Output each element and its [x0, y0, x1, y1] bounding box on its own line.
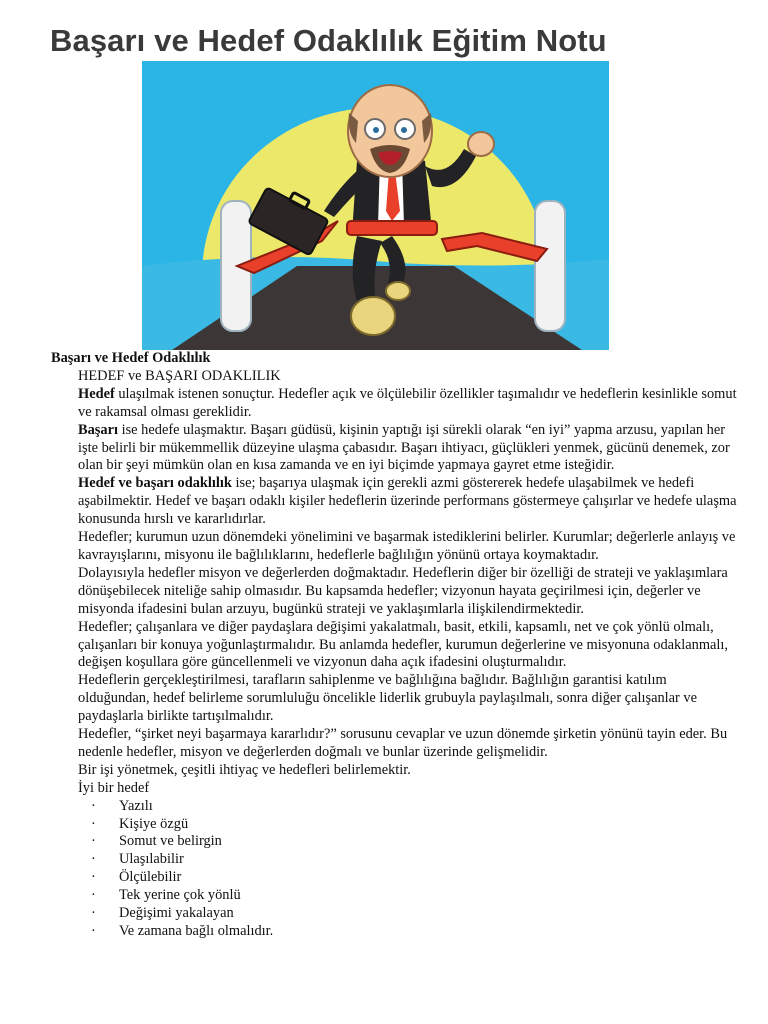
term-basari: Başarı: [78, 421, 118, 438]
term-hedef: Hedef: [78, 385, 115, 402]
list-item: [51, 851, 741, 869]
definition-text: ise; başarıya ulaşmak için gerekli azmi göstererek hedefe ulaşabilmek ve hedefi aşabilmektir. Hedef ve başarı odaklı kişiler hedeflerin üzerinde performans göstermeye çalışırlar ve hedefe ulaşma konusunda hırslı ve kararlıdırlar.: [78, 475, 737, 528]
body-paragraph: Bir işi yönetmek, çeşitli ihtiyaç ve hedefleri belirlemektir.: [78, 761, 411, 778]
bullet-icon: ·: [91, 869, 96, 886]
definition-paragraph-basari: [51, 422, 741, 476]
list-item: [51, 923, 741, 941]
right-finish-post: [535, 201, 565, 331]
bullet-icon: ·: [91, 815, 96, 832]
right-shoe: [386, 282, 410, 300]
term-hedef-ve-basari-odaklilik: Hedef ve başarı odaklılık: [78, 475, 232, 492]
bullet-icon: ·: [91, 797, 96, 814]
list-item: [51, 887, 741, 905]
body-paragraph: Hedeflerin gerçekleştirilmesi, tarafların sahiplenme ve bağlılığına bağlıdır. Bağlılığın garantisi katılım olduğundan, hedef belirleme sorumluluğu öncelikle liderlik grubuyla paylaşılmalı, sonra diğer çalışanlar ve paydaşlarla birlikte tartışılmalıdır.: [78, 672, 698, 725]
list-item-text: Kişiye özgü: [119, 815, 189, 832]
section-subtitle: HEDEF ve BAŞARI ODAKLILIK: [78, 367, 281, 384]
body-paragraph: Hedefler; kurumun uzun dönemdeki yönelimini ve başarmak istediklerini belirler. Kurumlar; değerlerle anlayış ve kavrayışlarını, misyonu ile bağlılıklarını, hedeflerle bağlılığın yönünü ortaya koymaktadır.: [78, 529, 736, 563]
good-goal-list: [51, 798, 741, 941]
list-item-text: Somut ve belirgin: [119, 833, 222, 850]
document-title: Başarı ve Hedef Odaklılık Eğitim Notu: [50, 23, 607, 58]
list-item: [51, 833, 741, 851]
list-item: [51, 798, 741, 816]
ribbon-across-waist: [347, 221, 437, 235]
list-item-text: Değişimi yakalayan: [119, 905, 234, 922]
definition-paragraph-hedef-ve-basari-odaklilik: [51, 475, 741, 529]
businessman-crossing-finish-line-illustration: [142, 61, 609, 350]
list-item-text: Ulaşılabilir: [119, 851, 184, 868]
bullet-icon: ·: [91, 905, 96, 922]
list-item: [51, 816, 741, 834]
definition-text: ise hedefe ulaşmaktır. Başarı güdüsü, kişinin yaptığı işi sürekli olarak “en iyi” yapma arzusu, yapılan her işte belirli bir mükemmellik düzeyine ulaşma çabasıdır. Başarı ihtiyacı, güçlükleri yenmek, gücünü denemek, zor olan bir şeyi mümkün olan en kısa zamanda ve en iyi biçimde yapmaya gayret etme isteğidir.: [78, 421, 730, 474]
body-paragraph: Hedefler; çalışanlara ve diğer paydaşlara değişimi yakalatmalı, basit, etkili, kapsamlı, net ve çok yönlü olmalı, çalışanları bir konuya yoğunlaştırmalıdır. Bu anlamda hedefler, kurumun değerlerine ve misyonuna odaklanmalı, değişen koşullara göre güncellenmeli ve vizyonun daha açık ifadesini oluşturmalıdır.: [78, 618, 729, 671]
definition-paragraph-hedef: [51, 386, 741, 422]
raised-fist: [468, 132, 494, 156]
list-item: [51, 869, 741, 887]
list-item-text: Yazılı: [119, 797, 153, 814]
list-item-text: Tek yerine çok yönlü: [119, 887, 241, 904]
body-paragraph: Hedefler, “şirket neyi başarmaya kararlıdır?” sorusunu cevaplar ve uzun dönemde şirketin yönünü tayin eder. Bu nedenle hedefler, misyon ve değerlerden doğmalı ve bunlar üzerinde gelişmelidir.: [78, 726, 728, 760]
bullet-icon: ·: [91, 851, 96, 868]
bullet-icon: ·: [91, 887, 96, 904]
left-shoe: [351, 297, 395, 335]
bullet-icon: ·: [91, 923, 96, 939]
section-title: Başarı ve Hedef Odaklılık: [51, 350, 211, 366]
right-eye: [401, 127, 407, 133]
document-body: [51, 350, 741, 941]
bullet-icon: ·: [91, 833, 96, 850]
hero-illustration: [142, 61, 609, 350]
list-intro: İyi bir hedef: [78, 779, 150, 796]
list-item-text: Ölçülebilir: [119, 869, 182, 886]
definition-text: ulaşılmak istenen sonuçtur. Hedefler açık ve ölçülebilir özellikler taşımalıdır ve hedeflerin kesinlikle somut ve rakamsal olması gereklidir.: [78, 385, 737, 420]
body-paragraph: Dolayısıyla hedefler misyon ve değerlerden doğmaktadır. Hedeflerin diğer bir özelliği de strateji ve yaklaşımlara dönüşebilecek niteliğe sahip olmasıdır. Bu kapsamda hedefler; vizyonun hayata geçirilmesi için, değerler ve misyonda ifadesini bulan arzuyu, bugünkü strateji ve yaklaşımlarla ilişkilendirmektedir.: [78, 564, 728, 617]
left-eye: [373, 127, 379, 133]
list-item-text: Ve zamana bağlı olmalıdır.: [119, 923, 274, 939]
list-item: [51, 905, 741, 923]
